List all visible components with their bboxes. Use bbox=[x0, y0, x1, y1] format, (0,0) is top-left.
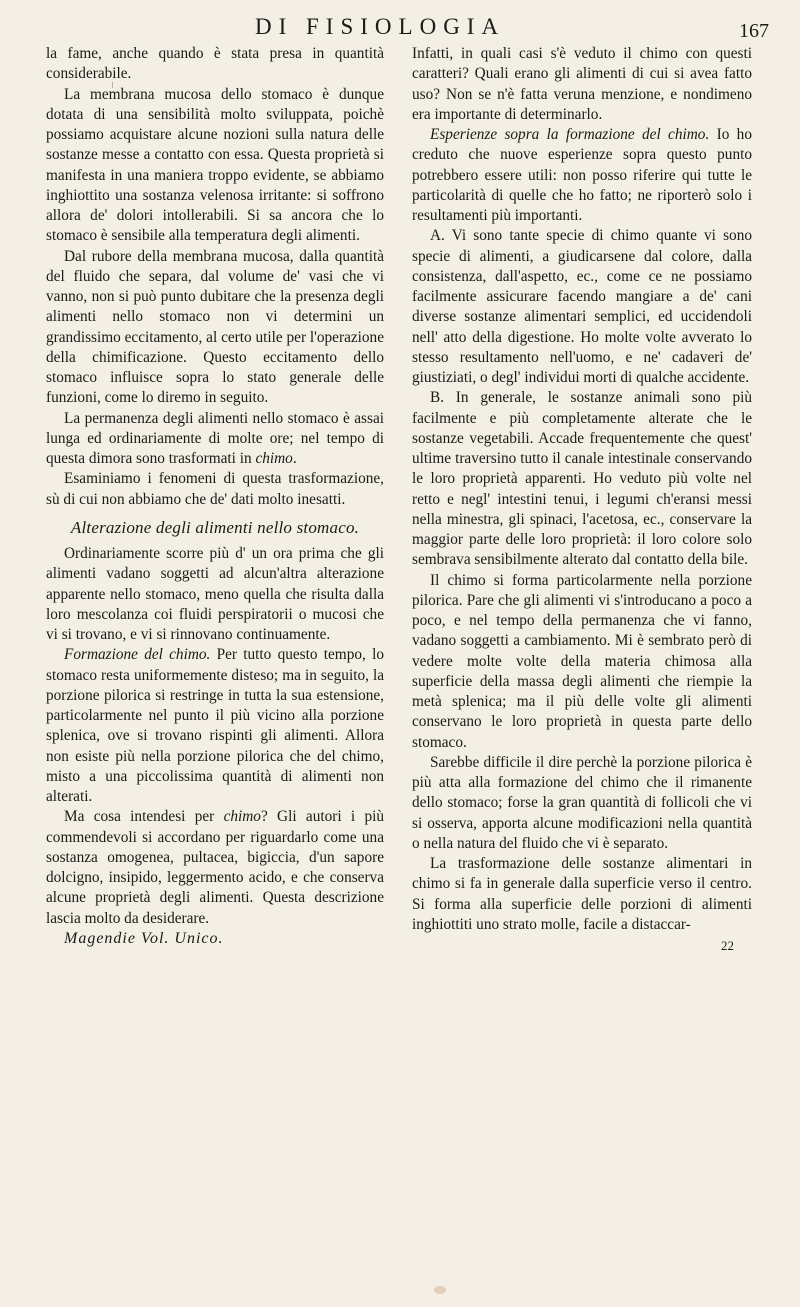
subsection-title: Formazione del chimo. bbox=[64, 646, 211, 664]
paragraph: Formazione del chimo. Per tutto questo tempo, lo stomaco resta uniformemente disteso; ma in seguito, la porzione pilorica si restringe in tutta la sua estensione, particolarmente nel punto il più vicino alla porzione splenica, ove si trovano rispinti gli alimenti. Allora non esiste più nella porzione pilorica che del chimo, misto a una piccolissima quantità di alimenti non alterati. bbox=[46, 646, 384, 805]
paragraph: A. Vi sono tante specie di chimo quante vi sono specie di alimenti, a giudicarsene dal colore, dalla consistenza, dall'aspetto, ec., come ce ne possiamo facilmente assicurare facendo mangiare a de' cani diverse sostanze alimentari semplici, ed uccidendoli nell' atto della digestione. Ho molte volte avverato lo stesso resultamento nell'uomo, e ne' cadaveri de' giustiziati, o degl' individui morti di qualche accidente. bbox=[412, 227, 752, 386]
paragraph: Esperienze sopra la formazione del chimo. Io ho creduto che nuove esperienze sopra questo punto potrebbero essere utili: non posso riferire qui tutte le particolarità di quelle che ho fatto; ne riporterò solo i resultamenti più importanti. bbox=[412, 126, 752, 224]
paragraph: Sarebbe difficile il dire perchè la porzione pilorica è più atta alla formazione del chimo che il rimanente dello stomaco; forse la gran quantità di follicoli che vi si osserva, apporta alcune modificazioni nella quantità o nella natura del fluido che vi è separato. bbox=[412, 753, 752, 852]
paragraph: Il chimo si forma particolarmente nella porzione pilorica. Pare che gli alimenti vi s'introducano a poco a poco, e nel tempo della permanenza che vi fanno, vadano soggetti a cambiamento. Mi è sembrato però di vedere molte volte della materia chimosa alla superficie della massa degli alimenti che riempie la metà splenica; ma il più delle volte gli alimenti conservano le loro proprietà in questa parte dello stomaco. bbox=[412, 571, 752, 751]
paragraph: Ma cosa intendesi per chimo? Gli autori i più commendevoli si accordano per riguardarlo come una sostanza omogenea, pultacea, bigiccia, d'un sapore dolcigno, insipido, leggermento acido, e che conserva alcune proprietà degli alimenti. Questa descrizione lascia molto da desiderare. bbox=[46, 808, 384, 927]
page-number: 167 bbox=[739, 20, 769, 42]
paragraph: La trasformazione delle sostanze alimentari in chimo si fa in generale dalla superficie verso il centro. Si forma alla superficie delle porzioni di alimenti inghiottiti uno strato molle, facile a distaccar- bbox=[412, 855, 752, 933]
paper-stain bbox=[434, 1286, 446, 1294]
paragraph: La membrana mucosa dello stomaco è dunque dotata di una sensibilità molto sviluppata, poichè possiamo acquistare alcune nozioni sulla natura delle sostanze messe a contatto con essa. Questa proprietà si manifesta in una maniera troppo evidente, se abbiamo inghiottito una sostanza velenosa irritante: si soffrono allora de' dolori intollerabili. Si sa ancora che lo stomaco è sensibile alla temperatura degli alimenti. bbox=[46, 85, 384, 245]
paragraph: Ordinariamente scorre più d' un ora prima che gli alimenti vadano soggetti ad alcun'altra alterazione apparente nello stomaco, meno quella che risulta dalla loro mescolanza coi fluidi perspiratorii o mucosi che vi si trovano, e vi si rinnovano continuamente. bbox=[46, 545, 384, 643]
catchword: 22 bbox=[721, 938, 734, 953]
printer-signature: Magendie Vol. Unico. bbox=[64, 929, 224, 947]
paragraph: Infatti, in quali casi s'è veduto il chimo con questi caratteri? Quali erano gli alimenti di cui si avea fatto uso? Non se n'è fatta veruna menzione, e nondimeno era importante di determinarlo. bbox=[412, 45, 752, 123]
term-chimo: chimo bbox=[255, 450, 293, 467]
paragraph: Esaminiamo i fenomeni di questa trasformazione, sù di cui non abbiamo che de' dati molto inesatti. bbox=[46, 470, 384, 508]
paragraph: la fame, anche quando è stata presa in quantità considerabile. bbox=[46, 45, 384, 83]
subsection-title: Esperienze sopra la formazione del chimo. bbox=[430, 126, 710, 143]
right-column bbox=[412, 44, 752, 956]
running-title: DI FISIOLOGIA bbox=[255, 14, 506, 39]
paragraph: B. In generale, le sostanze animali sono più facilmente e più completamente alterate che le sostanze vegetabili. Accade frequentemente che quest' ultime traversino tutto il canale intestinale conservando le loro proprietà apparenti. Ho veduto più volte nel retto e negl' intestini tenui, i legumi ch'eransi messi nella minestra, gli spinaci, l'acetosa, ec., conservare la maggior parte delle loro proprietà: il loro colore solo sembrava sensibilmente alterato dal contatto della bile. bbox=[412, 389, 752, 569]
section-heading: Alterazione degli alimenti nello stomaco. bbox=[70, 517, 360, 537]
term-chimo: chimo bbox=[223, 808, 261, 826]
left-column bbox=[46, 44, 384, 949]
paragraph: La permanenza degli alimenti nello stomaco è assai lunga ed ordinariamente di molte ore; nel tempo di questa dimora sono trasformati in chimo. bbox=[46, 409, 384, 467]
paragraph: Dal rubore della membrana mucosa, dalla quantità del fluido che separa, dal volume de' vasi che vi vanno, non si può punto dubitare che la presenza degli alimenti nello stomaco non vi determini un grandissimo eccitamento, al certo utile per l'operazione della chimificazione. Questo eccitamento dello stomaco influisce sopra lo stato generale delle funzioni, come lo diremo in seguito. bbox=[46, 247, 384, 407]
